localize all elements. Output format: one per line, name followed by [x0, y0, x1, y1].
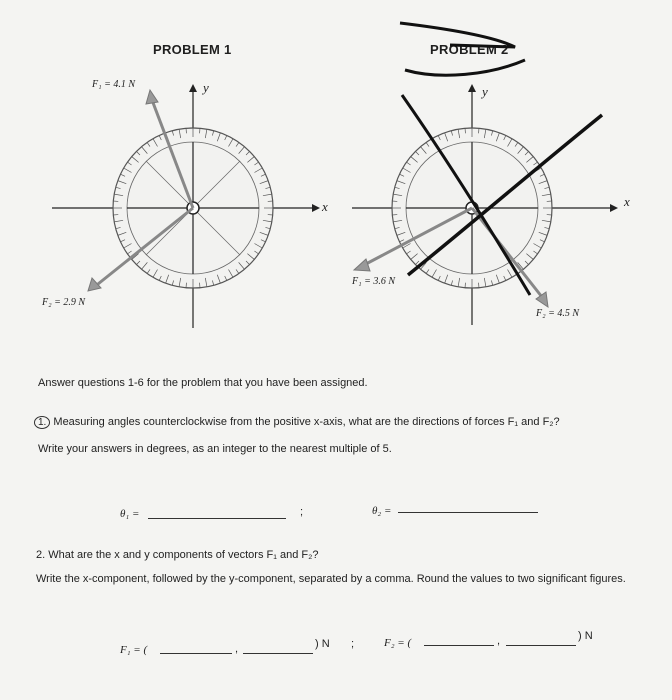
f2-components-label: F₂ = (: [384, 637, 412, 649]
problem1-f2-label: F₂ = 2.9 N: [42, 297, 86, 308]
f2-y-component-blank[interactable]: [506, 635, 576, 646]
f1-y-component-blank[interactable]: [243, 643, 313, 654]
y-axis-arrow: [189, 84, 197, 92]
question1-subtext: Write your answers in degrees, as an integer to the nearest multiple of 5.: [38, 443, 392, 455]
f2-x-component-blank[interactable]: [424, 635, 494, 646]
y-axis-arrow: [468, 84, 476, 92]
problem2-y-label: y: [482, 84, 488, 99]
question2-text: 2. What are the x and y components of vectors F₁ and F₂?: [36, 549, 319, 561]
f2-unit: ) N: [578, 630, 593, 642]
problem1-x-label: x: [322, 199, 328, 214]
x-axis-arrow: [312, 204, 320, 212]
problem1-f1-label: F₁ = 4.1 N: [92, 79, 136, 90]
problem1-y-label: y: [203, 80, 209, 95]
theta1-answer-blank[interactable]: [148, 508, 286, 519]
question1-number: 1.: [34, 416, 50, 429]
problem1-title: PROBLEM 1: [153, 42, 232, 57]
f1-components-label: F₁ = (: [120, 644, 148, 656]
x-axis-arrow: [610, 204, 618, 212]
instructions: Answer questions 1-6 for the problem that you have been assigned.: [38, 377, 368, 389]
theta2-label: θ₂ =: [372, 505, 392, 517]
problem2-title: PROBLEM 2: [430, 42, 509, 57]
problem2-f2-label: F₂ = 4.5 N: [536, 308, 580, 319]
f2-arrowhead: [536, 292, 548, 307]
question1-prompt: Measuring angles counterclockwise from the positive x-axis, what are the directions of forces F₁ and F₂?: [53, 416, 560, 428]
theta2-answer-blank[interactable]: [398, 502, 538, 513]
problem2-f1-label: F₁ = 3.6 N: [352, 276, 396, 287]
question2-separator: ;: [351, 638, 355, 650]
f1-arrowhead: [354, 259, 370, 271]
question1-text: [34, 416, 560, 429]
f2-comma: ,: [497, 635, 501, 647]
title-scribble: [400, 23, 525, 75]
theta1-label: θ₁ =: [120, 508, 140, 520]
question1-separator: ;: [300, 506, 304, 518]
f1-comma: ,: [235, 643, 239, 655]
problem2-x-label: x: [624, 194, 630, 209]
question2-subtext: Write the x-component, followed by the y-component, separated by a comma. Round the values to two significant figures.: [36, 573, 626, 585]
problem2-diagram: [330, 15, 672, 345]
f1-arrowhead: [146, 90, 158, 104]
f1-x-component-blank[interactable]: [160, 643, 232, 654]
f1-unit: ) N: [315, 638, 330, 650]
